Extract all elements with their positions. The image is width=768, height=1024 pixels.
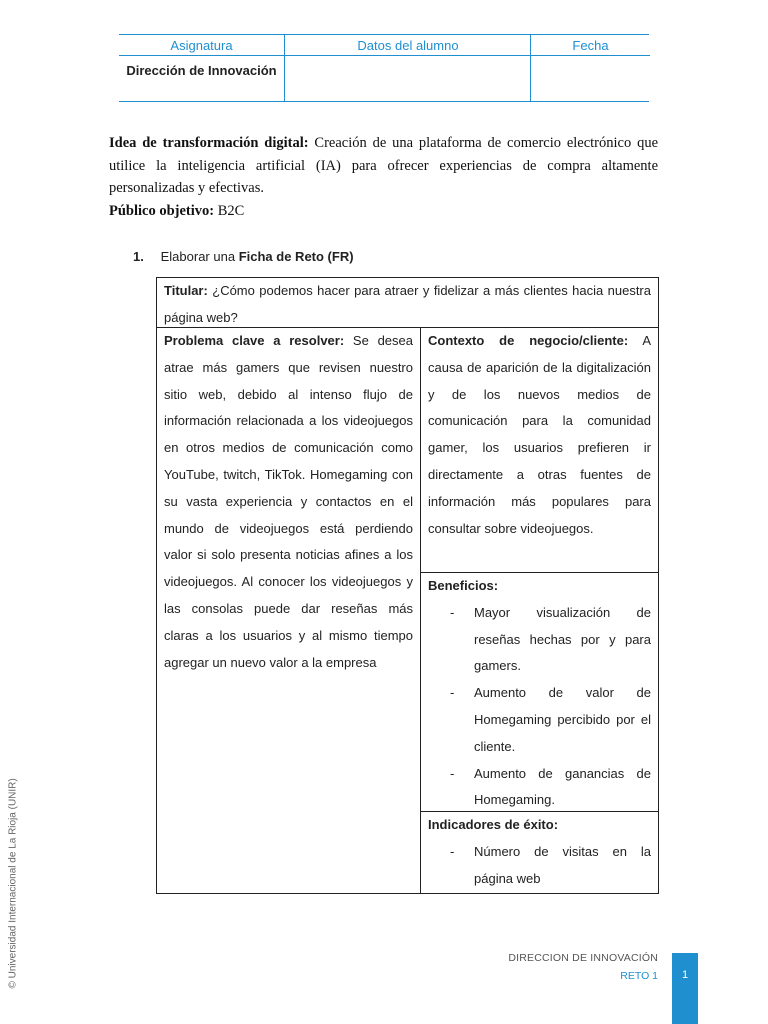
task-text-prefix: Elaborar una (160, 249, 236, 264)
titular-cell (157, 278, 658, 328)
dash-bullet: - (450, 685, 455, 701)
publico-paragraph (109, 200, 658, 223)
contexto-label: Contexto de negocio/cliente: (428, 333, 629, 348)
copyright-side-text: © Universidad Internacional de La Rioja (UNIR) (7, 778, 19, 989)
indicador-text: Número de visitas en la página web (474, 843, 651, 886)
list-item (428, 600, 651, 680)
problema-cell (157, 328, 421, 893)
publico-label: Público objetivo: (109, 202, 215, 219)
titular-label: Titular: (164, 283, 208, 298)
dash-bullet: - (450, 604, 455, 620)
beneficio-text: Aumento de ganancias de Homegaming. (474, 765, 651, 808)
list-item (428, 680, 651, 760)
problema-label: Problema clave a resolver: (164, 333, 345, 348)
header-label-datos-alumno: Datos del alumno (357, 38, 459, 53)
idea-label: Idea de transformación digital: (109, 135, 309, 151)
list-item (428, 839, 651, 893)
indicadores-label: Indicadores de éxito: (428, 817, 559, 832)
task-item (133, 249, 354, 264)
titular-text: ¿Cómo podemos hacer para atraer y fidelizar a más clientes hacia nuestra página web? (164, 283, 651, 325)
intro-section (109, 132, 658, 222)
idea-text: Creación de una plataforma de comercio electrónico que utilice la inteligencia artificial (IA) para ofrecer experiencias de compra altamente personalizadas y efectivas. (109, 135, 659, 196)
header-value-asignatura: Dirección de Innovación (126, 63, 277, 78)
beneficio-text: Aumento de valor de Homegaming percibido por el cliente. (474, 685, 651, 754)
footer-subtitle: RETO 1 (620, 970, 658, 982)
indicadores-cell (421, 812, 658, 893)
header-value-cell-asignatura (119, 55, 284, 101)
header-col-asignatura (119, 35, 284, 101)
contexto-cell (421, 328, 658, 573)
beneficios-list (428, 600, 651, 814)
dash-bullet: - (450, 765, 455, 781)
dash-bullet: - (450, 843, 455, 859)
ficha-de-reto-table (156, 277, 659, 894)
header-label-fecha: Fecha (572, 38, 609, 53)
beneficios-cell (421, 573, 658, 812)
contexto-text: A causa de aparición de la digitalización y de los nuevos medios de comunicación para la comunidad gamer, los usuarios prefieren ir directamente a otras fuentes de información más populares para consultar sobre videojuegos. (428, 333, 651, 536)
header-col-datos-alumno (284, 35, 531, 101)
footer-title: DIRECCION DE INNOVACIÓN (508, 952, 658, 964)
list-item (428, 761, 651, 815)
header-value-cell-fecha (531, 55, 650, 101)
header-col-fecha (530, 35, 650, 101)
beneficios-label: Beneficios: (428, 578, 499, 593)
beneficio-text: Mayor visualización de reseñas hechas por y para gamers. (474, 604, 651, 674)
header-table (119, 34, 649, 102)
task-text-bold: Ficha de Reto (FR) (238, 249, 354, 264)
page-number: 1 (672, 953, 698, 1024)
idea-paragraph (109, 132, 658, 200)
header-label-asignatura: Asignatura (170, 38, 233, 53)
task-number: 1. (133, 249, 144, 264)
publico-text: B2C (217, 202, 245, 219)
indicadores-list (428, 839, 651, 893)
problema-text: Se desea atrae más gamers que revisen nuestro sitio web, debido al intenso flujo de información relacionada a los videojuegos en otros medios de comunicación como YouTube, twitch, TikTok. Homegaming con su vasta experiencia y contactos en el mundo de videojuegos está perdiendo valor si solo presenta noticias afines a los videojuegos. Al conocer los videojuegos y las consolas puede dar reseñas más claras a los usuarios y al mismo tiempo agregar un nuevo valor a la empresa (164, 333, 413, 670)
header-value-cell-datos-alumno (285, 55, 531, 101)
